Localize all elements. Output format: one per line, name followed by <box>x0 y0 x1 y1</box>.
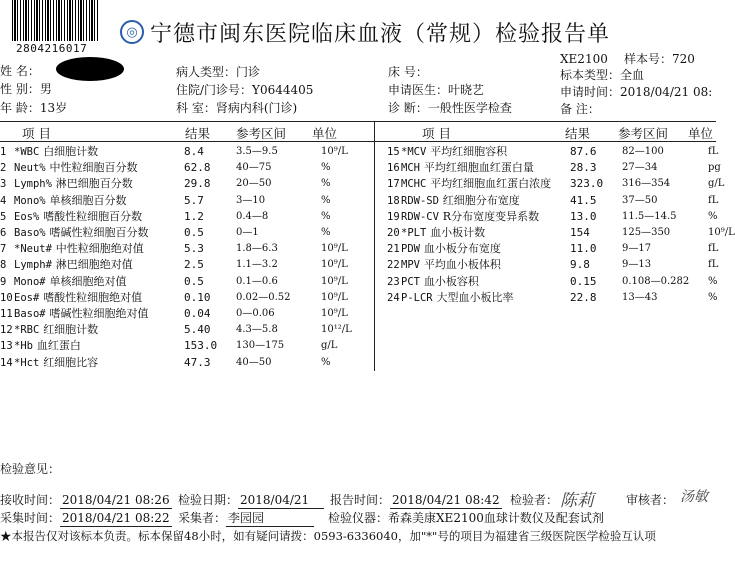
reference-range: 0—1 <box>236 227 259 238</box>
item-name: 淋巴细胞绝对值 <box>55 258 133 272</box>
col-item-right: 项 目 <box>422 126 451 141</box>
item-name: 平均红细胞血红蛋白浓度 <box>430 177 552 191</box>
col-unit-right: 单位 <box>688 126 714 141</box>
reference-range: 11.5—14.5 <box>622 210 677 222</box>
reference-range: 4.3—5.8 <box>236 324 278 336</box>
col-unit-left: 单位 <box>312 126 338 141</box>
row-number: 3 <box>0 178 7 191</box>
table-top-rule <box>0 121 716 122</box>
unit: g/L <box>321 340 338 352</box>
item-name: 中性粒细胞绝对值 <box>55 242 144 256</box>
item-name: 淋巴细胞百分数 <box>55 177 133 191</box>
item-code: MCHC <box>401 178 427 191</box>
barcode-number: 2804216017 <box>16 42 88 55</box>
unit: 10⁹/L <box>321 146 348 157</box>
item-name: 血小板分布宽度 <box>423 242 501 256</box>
unit: % <box>321 194 331 206</box>
item-code: MCH <box>401 162 420 175</box>
patient-id-field: 住院/门诊号：Y0644405 <box>176 83 314 97</box>
row-number: 4 <box>0 194 7 207</box>
result-value: 41.5 <box>570 193 597 207</box>
result-value: 9.8 <box>570 258 590 272</box>
col-result-left: 结果 <box>185 126 211 141</box>
unit: % <box>708 291 718 303</box>
item-name: 平均红细胞血红蛋白量 <box>423 161 534 175</box>
reference-range: 125—350 <box>622 227 671 238</box>
item-name: 嗜酸性粒细胞绝对值 <box>43 290 143 304</box>
row-number: 15 <box>387 146 400 158</box>
reference-range: 130—175 <box>236 340 285 352</box>
hospital-logo-icon: ◎ <box>120 20 144 44</box>
row-number: 19 <box>387 210 400 223</box>
row-number: 12 <box>0 324 13 337</box>
row-number: 22 <box>387 259 400 272</box>
unit: 10⁹/L <box>321 259 348 271</box>
item-code: *RBC <box>14 324 40 337</box>
row-number: 18 <box>387 194 400 207</box>
unit: fL <box>708 194 719 206</box>
item-code: Mono# <box>14 275 46 288</box>
item-name: 单核细胞绝对值 <box>49 274 127 288</box>
result-value: 47.3 <box>184 355 211 369</box>
item-name: 血红蛋白 <box>36 339 81 353</box>
result-value: 323.0 <box>570 177 604 191</box>
item-name: 血小板计数 <box>430 226 486 239</box>
row-number: 6 <box>0 227 7 239</box>
result-value: 0.15 <box>570 274 597 288</box>
result-value: 22.8 <box>570 290 597 304</box>
result-value: 153.0 <box>184 339 218 353</box>
result-value: 154 <box>570 226 590 239</box>
instrument-field: 检验仪器：希森美康XE2100血球计数仪及配套试剂 <box>328 511 604 525</box>
item-name: 平均血小板体积 <box>423 258 501 272</box>
row-number: 1 <box>0 146 7 158</box>
patient-type-field: 病人类型：门诊 <box>176 65 261 79</box>
col-result-right: 结果 <box>565 126 591 141</box>
item-code: PCT <box>401 275 420 288</box>
unit: 10⁹/L <box>708 227 735 238</box>
item-code: *Hct <box>14 356 40 369</box>
item-code: RDW-SD <box>401 194 439 207</box>
result-value: 5.7 <box>184 193 204 207</box>
test-date-field: 检验日期： 2018/04/21 <box>178 492 324 509</box>
item-name: 红细胞分布宽度 <box>442 193 520 207</box>
reference-range: 3—10 <box>236 194 266 206</box>
result-value: 11.0 <box>570 242 597 256</box>
reference-range: 0—0.06 <box>236 308 275 319</box>
result-value: 8.4 <box>184 145 204 158</box>
result-value: 62.8 <box>184 161 211 175</box>
unit: % <box>321 178 331 190</box>
unit: 10⁹/L <box>321 243 348 255</box>
item-name: 红细胞比容 <box>43 355 99 369</box>
item-name: 嗜碱性粒细胞百分数 <box>49 226 149 239</box>
row-number: 17 <box>387 178 400 191</box>
reference-range: 1.1—3.2 <box>236 259 278 271</box>
remark-field: 备 注： <box>560 102 600 116</box>
reviewer-signature: 汤敏 <box>680 489 708 505</box>
reference-range: 0.02—0.52 <box>236 291 291 303</box>
collect-time-field: 采集时间： 2018/04/21 08:22 <box>0 511 170 525</box>
instrument-code: XE2100 <box>560 52 608 66</box>
sample-type-field: 标本类型：全血 <box>560 68 645 82</box>
reference-range: 1.8—6.3 <box>236 243 278 255</box>
reference-range: 0.1—0.6 <box>236 275 278 287</box>
table-header-rule <box>0 141 716 142</box>
unit: g/L <box>708 178 725 190</box>
collector-field: 采集者： 李园园 <box>178 510 314 527</box>
reference-range: 9—13 <box>622 259 652 271</box>
tester-signature: 陈莉 <box>560 491 594 511</box>
row-number: 24 <box>387 291 400 304</box>
item-code: *Hb <box>14 340 33 353</box>
item-code: Eos# <box>14 291 40 304</box>
reference-range: 9—17 <box>622 243 652 255</box>
reference-range: 20—50 <box>236 178 272 190</box>
item-code: Eos% <box>14 210 40 223</box>
reference-range: 13—43 <box>622 291 658 303</box>
row-number: 9 <box>0 275 7 288</box>
redacted-name <box>56 57 124 81</box>
row-number: 10 <box>0 291 13 304</box>
item-name: 中性粒细胞百分数 <box>49 161 138 175</box>
tester-label: 检验者： <box>510 493 559 507</box>
result-value: 1.2 <box>184 209 204 223</box>
col-item-left: 项 目 <box>22 126 51 141</box>
result-value: 0.5 <box>184 274 204 288</box>
unit: 10¹²/L <box>321 324 352 336</box>
reference-range: 316—354 <box>622 178 671 190</box>
item-name: 血小板容积 <box>423 274 479 288</box>
unit: % <box>708 210 718 222</box>
name-label: 姓 名： <box>0 64 40 78</box>
bed-field: 床 号： <box>388 65 428 79</box>
doctor-field: 申请医生：叶晓艺 <box>388 83 485 97</box>
report-time-field: 报告时间： 2018/04/21 08:42 <box>330 493 500 507</box>
unit: % <box>321 227 331 238</box>
item-code: *MCV <box>401 146 427 158</box>
diagnosis-field: 诊 断：一般性医学检查 <box>388 101 512 115</box>
reference-range: 3.5—9.5 <box>236 146 278 157</box>
unit: pg <box>708 162 721 174</box>
barcode <box>12 0 100 41</box>
unit: 10⁹/L <box>321 308 348 319</box>
unit: % <box>321 356 331 368</box>
item-name: 红细胞计数 <box>43 323 99 337</box>
row-number: 16 <box>387 162 400 175</box>
item-name: 单核细胞百分数 <box>49 193 127 207</box>
item-code: RDW-CV <box>401 210 439 223</box>
col-ref-right: 参考区间 <box>618 126 669 141</box>
row-number: 23 <box>387 275 400 288</box>
result-value: 13.0 <box>570 209 597 223</box>
unit: fL <box>708 259 719 271</box>
sex-field: 性 别：男 <box>0 82 52 96</box>
age-field: 年 龄：13岁 <box>0 101 68 115</box>
apply-time-field: 申请时间：2018/04/21 08: <box>560 85 713 99</box>
unit: % <box>708 275 718 287</box>
result-value: 2.5 <box>184 258 204 272</box>
unit: fL <box>708 243 719 255</box>
reference-range: 82—100 <box>622 146 664 157</box>
row-number: 14 <box>0 356 13 369</box>
reference-range: 27—34 <box>622 162 658 174</box>
unit: 10⁹/L <box>321 291 348 303</box>
result-value: 0.04 <box>184 307 211 320</box>
item-code: Neut% <box>14 162 46 175</box>
item-code: *PLT <box>401 227 427 239</box>
item-code: *Neut# <box>14 243 52 256</box>
result-value: 5.3 <box>184 242 204 256</box>
row-number: 5 <box>0 210 7 223</box>
opinion-label: 检验意见： <box>0 462 61 476</box>
report-notice: ★本报告仅对该标本负责。标本保留48小时，如有疑问请拨：0593-6336040，加"*"号的项目为福建省三级医院医学检验互认项 <box>0 529 656 543</box>
department-field: 科 室：肾病内科(门诊) <box>176 101 298 115</box>
report-title: 宁德市闽东医院临床血液（常规）检验报告单 <box>150 22 611 47</box>
reference-range: 37—50 <box>622 194 658 206</box>
item-code: Baso% <box>14 227 46 239</box>
item-name: 白细胞计数 <box>43 145 99 158</box>
unit: % <box>321 162 331 174</box>
item-code: *WBC <box>14 146 40 158</box>
row-number: 2 <box>0 162 7 175</box>
item-name: R分布宽度变异系数 <box>442 209 540 223</box>
item-name: 平均红细胞容积 <box>430 145 508 158</box>
row-number: 7 <box>0 243 7 256</box>
item-code: Baso# <box>14 308 46 320</box>
unit: fL <box>708 146 719 157</box>
row-number: 21 <box>387 243 400 256</box>
table-divider <box>374 121 375 371</box>
item-name: 大型血小板比率 <box>436 290 514 304</box>
unit: % <box>321 210 331 222</box>
item-code: Mono% <box>14 194 46 207</box>
item-code: PDW <box>401 243 420 256</box>
item-code: Lymph% <box>14 178 52 191</box>
sample-number-field: 样本号：720 <box>624 52 695 66</box>
item-name: 嗜酸性粒细胞百分数 <box>43 209 143 223</box>
result-value: 29.8 <box>184 177 211 191</box>
item-code: Lymph# <box>14 259 52 272</box>
col-ref-left: 参考区间 <box>236 126 287 141</box>
row-number: 8 <box>0 259 7 272</box>
result-value: 28.3 <box>570 161 597 175</box>
reference-range: 40—75 <box>236 162 272 174</box>
receive-time-field: 接收时间： 2018/04/21 08:26 <box>0 493 170 507</box>
unit: 10⁹/L <box>321 275 348 287</box>
reference-range: 0.108—0.282 <box>622 275 690 287</box>
reviewer-label: 审核者： <box>626 493 675 507</box>
row-number: 20 <box>387 227 400 239</box>
result-value: 0.5 <box>184 226 204 239</box>
reference-range: 40—50 <box>236 356 272 368</box>
item-name: 嗜碱性粒细胞绝对值 <box>49 307 149 320</box>
item-code: MPV <box>401 259 420 272</box>
row-number: 11 <box>0 308 13 320</box>
result-value: 87.6 <box>570 145 597 158</box>
result-value: 0.10 <box>184 290 211 304</box>
reference-range: 0.4—8 <box>236 210 269 222</box>
row-number: 13 <box>0 340 13 353</box>
result-value: 5.40 <box>184 323 211 337</box>
item-code: P-LCR <box>401 291 433 304</box>
